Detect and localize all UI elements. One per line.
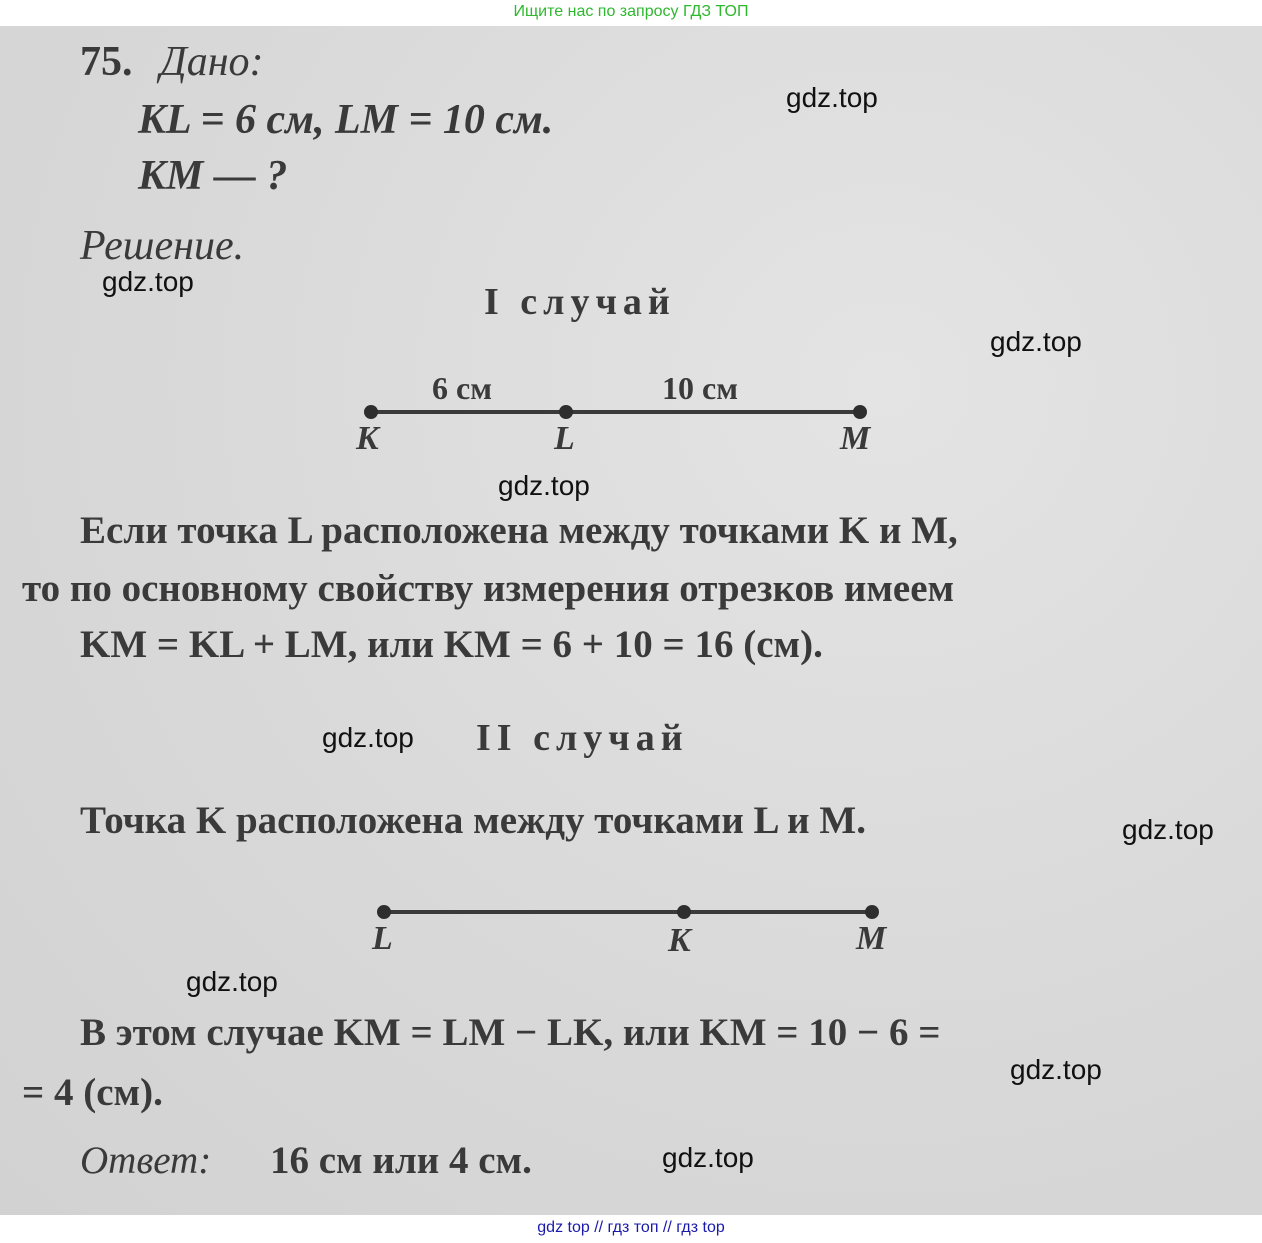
case1-segment-lm-label: 10 см (662, 370, 738, 406)
answer-label: Ответ: (80, 1139, 212, 1182)
case2-label-m: M (856, 920, 887, 957)
given-label: Дано: (160, 39, 264, 85)
case2-text-line-2: = 4 (см). (22, 1071, 163, 1114)
footer-banner: gdz top // гдз топ // гдз top (0, 1215, 1262, 1243)
case1-text-line-2: то по основному свойству измерения отрезков имеем (22, 567, 955, 610)
case1-point-l (559, 405, 573, 419)
watermark-6: gdz.top (1122, 814, 1214, 845)
watermark-7: gdz.top (186, 966, 278, 997)
watermark-9: gdz.top (662, 1142, 754, 1173)
case2-point-k (677, 905, 691, 919)
watermark-4: gdz.top (498, 470, 590, 501)
case2-label-l: L (372, 920, 393, 957)
case1-segment-kl-label: 6 см (432, 370, 492, 406)
case2-point-m (865, 905, 879, 919)
case1-text-line-3: KM = KL + LM, или KM = 6 + 10 = 16 (см). (80, 623, 823, 666)
problem-number: 75. (80, 39, 133, 85)
watermark-5: gdz.top (322, 722, 414, 753)
answer-text: 16 см или 4 см. (270, 1139, 532, 1182)
watermark-1: gdz.top (786, 82, 878, 113)
case1-point-m (853, 405, 867, 419)
given-line-1: KL = 6 см, LM = 10 см. (138, 97, 554, 143)
case2-label-k: K (668, 922, 691, 959)
case1-point-k (364, 405, 378, 419)
case2-statement: Точка K расположена между точками L и M. (80, 799, 866, 842)
case1-label-m: M (840, 420, 871, 457)
case2-text-line-1: В этом случае KM = LM − LK, или KM = 10 − 6 = (80, 1011, 941, 1054)
case2-title: II случай (476, 717, 689, 759)
case1-label-k: K (356, 420, 379, 457)
header-banner: Ищите нас по запросу ГДЗ ТОП (0, 0, 1262, 26)
case1-label-l: L (554, 420, 575, 457)
case1-title: I случай (484, 281, 676, 323)
case1-text-line-1: Если точка L расположена между точками K и M, (80, 509, 958, 552)
given-line-2: KM — ? (138, 153, 288, 199)
watermark-2: gdz.top (102, 266, 194, 297)
watermark-8: gdz.top (1010, 1054, 1102, 1085)
case2-point-l (377, 905, 391, 919)
solution-label: Решение. (80, 223, 245, 269)
watermark-3: gdz.top (990, 326, 1082, 357)
